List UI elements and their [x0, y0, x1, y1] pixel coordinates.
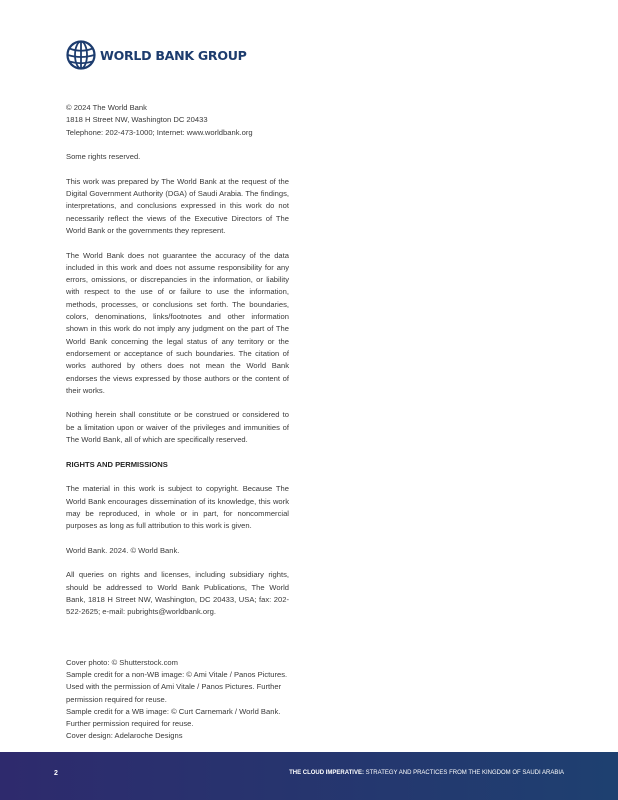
copyright-line: © 2024 The World Bank — [66, 103, 147, 112]
world-bank-group-logo — [66, 40, 247, 70]
footer-bar — [0, 752, 618, 800]
prepared-paragraph: This work was prepared by The World Bank at the request of the Digital Government Authority (DGA) of Saudi Arabia. The findings, interpretations, and conclusions expressed in this work do not necessarily reflect the views of the Executive Directors of The World Bank or the governments they represent. — [66, 176, 289, 235]
credits-block — [66, 657, 296, 742]
address-block — [66, 102, 289, 139]
globe-icon — [66, 40, 96, 70]
street-address: 1818 H Street NW, Washington DC 20433 — [66, 115, 208, 125]
credit-line: Sample credit for a WB image: © Curt Carnemark / World Bank. Further permission required for reuse. — [66, 706, 281, 729]
copyright-paragraph: The material in this work is subject to copyright. Because The World Bank encourages dissemination of its knowledge, this work may be reproduced, in whole or in part, for noncommercial purposes as long as full attribution to this work is given. — [66, 484, 289, 531]
credit-line: Cover design: Adelaroche Designs — [66, 731, 183, 741]
credit-line: Sample credit for a non-WB image: © Ami Vitale / Panos Pictures. Used with the permission of Ami Vitale / Panos Pictures. Further permission required for reuse. — [66, 670, 288, 704]
rights-heading: RIGHTS AND PERMISSIONS — [66, 459, 168, 469]
page-number: 2 — [54, 770, 58, 777]
queries-paragraph: All queries on rights and licenses, including subsidiary rights, should be addressed to World Bank Publications, The World Bank, 1818 H Street NW, Washington, DC 20433, USA; fax: 202-522-2625; e-mail: pubrights@worldbank.org. — [66, 570, 289, 617]
nothing-herein-paragraph: Nothing herein shall constitute or be construed or considered to be a limitation upon or waiver of the privileges and immunities of The World Bank, all of which are specifically reserved. — [66, 410, 289, 445]
contact-line: Telephone: 202-473-1000; Internet: www.worldbank.org — [66, 127, 253, 137]
logo-text: WORLD BANK GROUP — [100, 47, 247, 63]
copyright-page-body — [66, 102, 289, 631]
citation-paragraph: World Bank. 2024. © World Bank. — [66, 545, 180, 555]
no-guarantee-paragraph: The World Bank does not guarantee the accuracy of the data included in this work and does not assume responsibility for any errors, omissions, or discrepancies in the information, or liability with respect to the use of or failure to use the information, methods, processes, or conclusions set forth. The boundaries, colors, denominations, links/footnotes and other information shown in this work do not imply any judgment on the part of The World Bank concerning the legal status of any territory or the endorsement or acceptance of such boundaries. The citation of works authored by others does not mean the World Bank endorses the views expressed by those authors or the content of their works. — [66, 250, 289, 395]
footer-title — [289, 770, 564, 776]
credit-line: Cover photo: © Shutterstock.com — [66, 658, 178, 667]
footer-title-bold: THE CLOUD IMPERATIVE: — [289, 770, 364, 776]
rights-reserved: Some rights reserved. — [66, 152, 141, 162]
footer-title-rest: STRATEGY AND PRACTICES FROM THE KINGDOM OF SAUDI ARABIA — [363, 770, 564, 776]
